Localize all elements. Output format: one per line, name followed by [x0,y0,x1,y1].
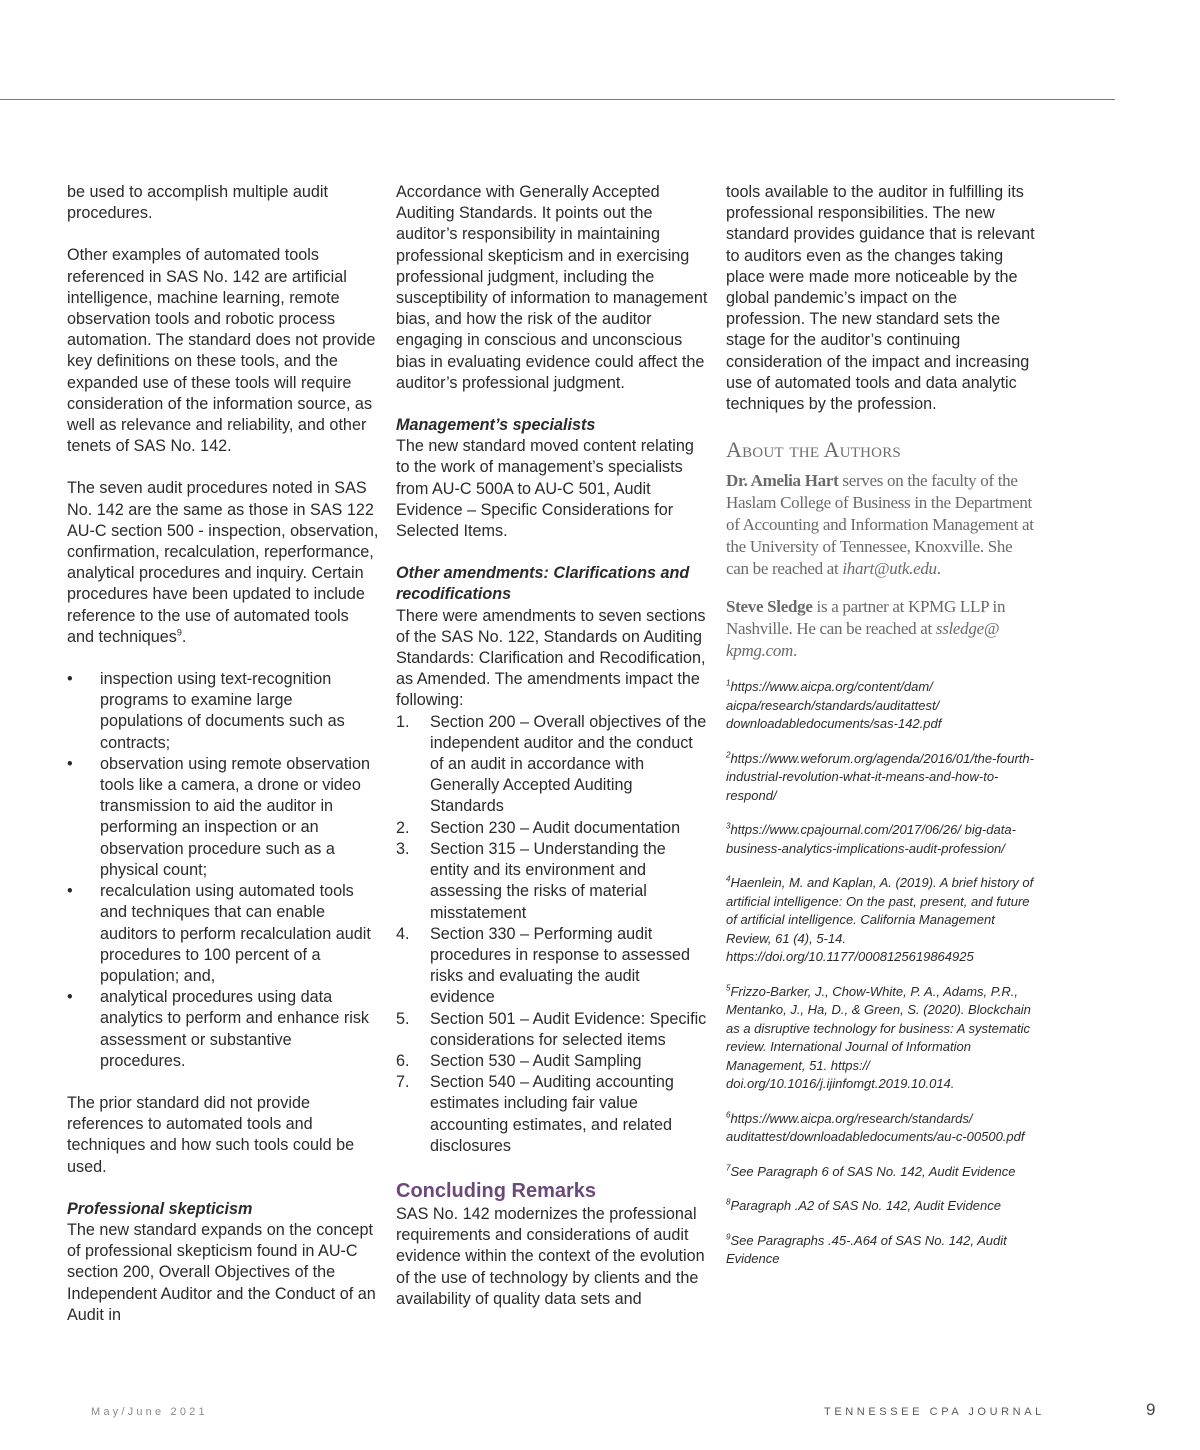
list-number: 2. [396,818,410,837]
paragraph: Other examples of automated tools referenced in SAS No. 142 are artificial intelligence, machine learning, remote observation tools and robotic process automation. The standard does not provide key definitions on these tools, and the expanded use of these tools will require consideration of the information source, as well as relevance and reliability, and other tenets of SAS No. 142. [67,246,376,456]
procedures-list [67,669,379,1072]
list-item [67,881,379,987]
footnote-number: 1 [726,678,731,688]
bullet-icon: • [67,754,73,773]
footnote-text[interactable]: https://www.aicpa.org/research/standards/ auditattest/downloadabledocuments/au-c-00500.pdf [726,1110,1025,1145]
paragraph-end: . [181,627,187,646]
footnote [726,678,1038,734]
list-item [67,754,379,881]
footnote-text: Frizzo-Barker, J., Chow-White, P. A., Adams, P.R., Mentanko, J., Ha, D., & Green, S. (2020). Blockchain as a disruptive technology for business: A systematic review. International Journal of Information Management, 51. https:// doi.org/10.1016/j.ijinfomgt.2019.10.014. [726,983,1031,1092]
paragraph [67,478,379,648]
author-bio-hart [726,470,1038,580]
subheading-other-amendments: Other amendments: Clarifications and recodifications [396,564,690,604]
list-number: 4. [396,924,410,943]
footnote [726,874,1038,967]
footnote-text[interactable]: https://www.aicpa.org/content/dam/ aicpa/research/standards/auditattest/ downloadabledocuments/sas-142.pdf [726,679,942,732]
list-item-text: using text-recognition programs to examine large populations of documents such as contracts; [100,670,345,752]
list-item-text: Section 330 – Performing audit procedures in response to assessed risks and evaluating the audit evidence [430,924,691,1007]
bio-text: is a partner at KPMG LLP in Nashville. He can be reached at [726,597,1006,639]
list-number: 1. [396,712,410,731]
list-item-text: Section 200 – Overall objectives of the independent auditor and the conduct of an audit in accordance with Generally Accepted Auditing Standards [430,712,707,816]
bullet-icon: • [67,882,73,901]
page-number: 9 [1146,1400,1156,1419]
author-name: Steve Sledge [726,597,813,617]
about-authors-heading: About the Authors [726,437,901,463]
footnote [726,1110,1038,1147]
list-item-text: using data analytics to perform and enhance risk assessment or substantive procedures. [100,988,370,1070]
footnote-number: 6 [726,1110,731,1120]
footnote [726,983,1038,1094]
footnote-text: Haenlein, M. and Kaplan, A. (2019). A brief history of artificial intelligence: On the past, present, and future of artificial intelligence. California Management Review, 61 (4), 5-14. https://doi.org/10.1177/0008125619864925 [726,875,1034,965]
paragraph: be used to accomplish multiple audit procedures. [67,183,328,223]
footnote-number: 3 [726,821,731,831]
footnote-ref: 9 [176,627,182,638]
list-item-text: Section 501 – Audit Evidence: Specific considerations for selected items [430,1009,707,1049]
paragraph: Accordance with Generally Accepted Auditing Standards. It points out the auditor’s responsibility in maintaining professional skepticism and in exercising professional judgment, including the susceptibility of information to management bias, and how the risk of the auditor engaging in conscious and unconscious bias in evaluating evidence could affect the auditor’s professional judgment. [396,183,708,392]
list-item-text: Section 230 – Audit documentation [430,818,681,837]
footnote-number: 7 [726,1163,731,1173]
footnote-text: See Paragraph 6 of SAS No. 142, Audit Evidence [730,1163,1016,1179]
paragraph: The new standard expands on the concept of professional skepticism found in AU-C section 200, Overall Objectives of the Independent Auditor and the Conduct of an Audit in [67,1220,376,1324]
footer-issue-date: May/June 2021 [91,1406,208,1418]
list-item-term: analytical procedures [100,988,253,1007]
list-item-text: using remote observation tools like a camera, a drone or video transmission to aid the auditor in performing an inspection or an observation procedure such as a physical count; [100,754,370,879]
concluding-remarks-heading: Concluding Remarks [396,1179,597,1202]
list-item [396,1072,708,1157]
author-email-link[interactable]: ihart@utk.edu [842,559,937,579]
subheading-managements-specialists: Management’s specialists [396,416,596,435]
paragraph-text: The seven audit procedures noted in SAS No. 142 are the same as those in SAS 122 AU-C section 500 - inspection, observation, confirmation, recalculation, reperformance, analytical procedures and inquiry. Certain procedures have been updated to include reference to the use of automated tools and techniques [67,479,379,646]
footnote-number: 4 [726,874,731,884]
column-1 [67,182,379,1347]
list-item-term: recalculation [100,882,191,901]
bio-end: . [936,559,941,579]
bio-end: . [793,641,797,661]
footnote [726,1197,1038,1216]
list-item-text: using automated tools and techniques that can enable auditors to perform recalculation audit procedures to 100 percent of a population; and, [100,882,371,985]
list-item [396,818,708,839]
list-item-text: Section 315 – Understanding the entity and its environment and assessing the risks of material misstatement [430,839,666,922]
paragraph: SAS No. 142 modernizes the professional requirements and considerations of audit evidence within the context of the evolution of the use of technology by clients and the availability of quality data sets and [396,1204,705,1308]
footnote [726,821,1038,858]
list-number: 5. [396,1009,410,1028]
footnote [726,1163,1038,1182]
list-item [396,839,708,924]
paragraph: The new standard moved content relating to the work of management’s specialists from AU-C 500A to AU-C 501, Audit Evidence – Specific Considerations for Selected Items. [396,437,694,541]
list-item [396,712,708,818]
list-item-text: Section 530 – Audit Sampling [430,1051,642,1070]
header-rule [0,99,1115,100]
author-email-link[interactable]: ssledge@ kpmg.com [726,619,1000,661]
list-item-text: Section 540 – Auditing accounting estimates including fair value accounting estimates, and related disclosures [430,1073,674,1155]
bullet-icon: • [67,670,73,689]
list-item [396,1009,708,1051]
author-name: Dr. Amelia Hart [726,471,839,491]
paragraph: The prior standard did not provide references to automated tools and techniques and how such tools could be used. [67,1093,355,1176]
bio-text: serves on the faculty of the Haslam College of Business in the Department of Accounting and Information Management at the University of Tennessee, Knoxville. She can be reached at [726,471,1034,579]
list-item [67,669,379,754]
paragraph: There were amendments to seven sections of the SAS No. 122, Standards on Auditing Standards: Clarification and Recodification, as Amended. The amendments impact the following: [396,606,706,710]
footnote [726,1232,1038,1269]
list-number: 7. [396,1073,410,1092]
footnote [726,750,1038,806]
list-item [67,987,379,1072]
footnote-text: See Paragraphs .45-.A64 of SAS No. 142, Audit Evidence [726,1232,1007,1267]
author-bio-sledge [726,596,1038,662]
list-number: 3. [396,839,410,858]
list-item-term: observation [100,754,184,773]
list-item [396,924,708,1009]
footnote-number: 2 [726,750,731,760]
footnote-text: Paragraph .A2 of SAS No. 142, Audit Evidence [730,1198,1001,1214]
footer-journal-name: TENNESSEE CPA JOURNAL [824,1406,1045,1418]
amendments-list [396,712,708,1157]
column-2 [396,182,708,1331]
footnote-text[interactable]: https://www.weforum.org/agenda/2016/01/the-fourth-industrial-revolution-what-it-means-and-how-to-respond/ [726,750,1034,803]
subheading-professional-skepticism: Professional skepticism [67,1199,253,1218]
footnote-number: 5 [726,983,731,993]
list-item-term: inspection [100,670,173,689]
column-3 [726,182,1038,1285]
paragraph: tools available to the auditor in fulfilling its professional responsibilities. The new standard provides guidance that is relevant to auditors even as the changes taking place were made more noticeable by the global pandemic’s impact on the profession. The new standard sets the stage for the auditor’s continuing consideration of the impact and increasing use of automated tools and data analytic techniques by the profession. [726,183,1035,414]
bullet-icon: • [67,988,73,1007]
list-item [396,1051,708,1072]
list-number: 6. [396,1051,410,1070]
footnote-number: 9 [726,1232,731,1242]
footnote-text[interactable]: https://www.cpajournal.com/2017/06/26/ big-data-business-analytics-implications-audit-profession/ [726,822,1016,856]
footnote-number: 8 [726,1197,731,1207]
